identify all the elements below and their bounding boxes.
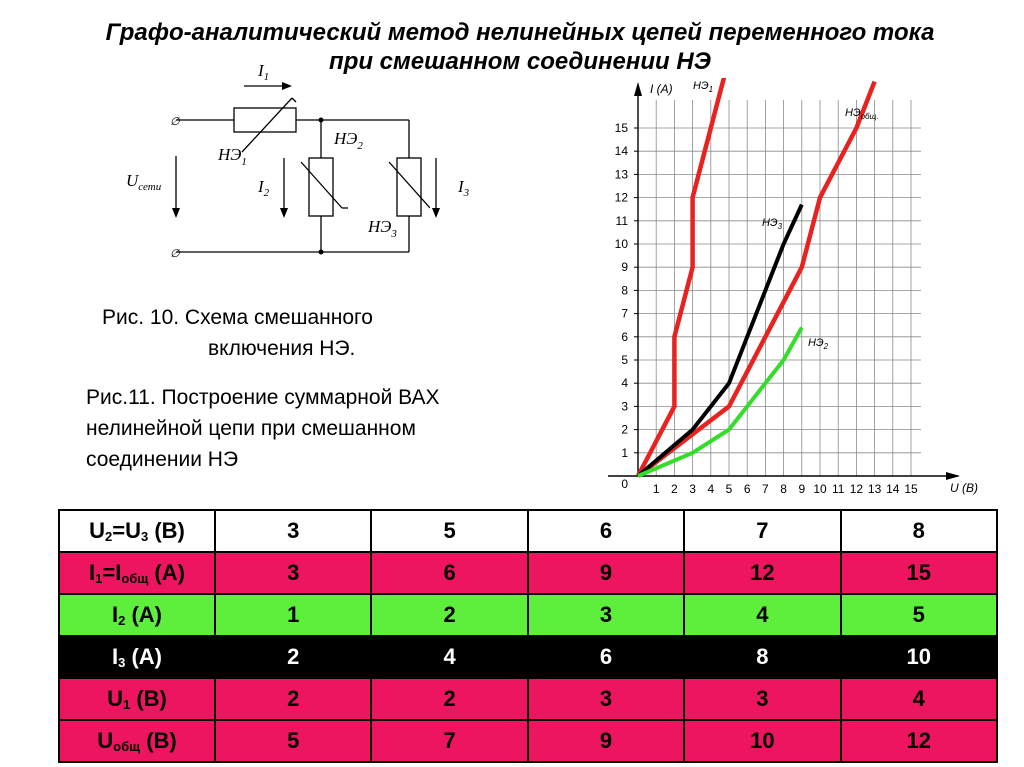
row-header-part: (B) [148, 518, 185, 543]
row-header-part: U [107, 686, 123, 711]
svg-text:Uсети [126, 171, 162, 193]
x-tick-label: 2 [671, 482, 678, 496]
table-cell: 4 [684, 594, 840, 636]
table-cell: 2 [215, 678, 371, 720]
label-ne2-sub: 2 [357, 140, 363, 152]
table-row [59, 510, 997, 552]
figure-10-caption [102, 302, 462, 364]
label-i3-sub: 3 [463, 187, 470, 199]
y-tick-label: 2 [621, 422, 628, 437]
table-cell: 3 [528, 678, 684, 720]
series-label-2: $НЭ_{общ.}$ [845, 107, 879, 121]
row-header-part: (B) [140, 728, 177, 753]
row-header [59, 594, 215, 636]
label-i1-sub: 1 [263, 71, 270, 83]
table-row [59, 636, 997, 678]
row-header-part: общ [121, 571, 149, 586]
y-tick-label: 1 [621, 445, 628, 460]
table-cell: 2 [371, 678, 527, 720]
row-header-part: 3 [140, 529, 149, 544]
table-cell: 12 [684, 552, 840, 594]
x-tick-label: 14 [886, 482, 900, 496]
x-axis-label: U (B) [950, 481, 978, 495]
svg-text:I1 [257, 61, 269, 83]
table-cell: 8 [841, 510, 997, 552]
x-tick-label: 5 [725, 482, 733, 496]
table-row [59, 594, 997, 636]
y-axis-label: I (A) [650, 82, 673, 96]
table-cell: 8 [684, 636, 840, 678]
x-tick-label: 9 [798, 482, 806, 496]
label-i2-sub: 2 [263, 187, 270, 199]
row-header [59, 552, 215, 594]
row-header [59, 636, 215, 678]
table-cell: 5 [841, 594, 997, 636]
x-tick-label: 15 [904, 482, 918, 496]
row-header-part: 2 [118, 613, 126, 628]
vac-chart [598, 78, 1018, 508]
row-header-part: (A) [148, 560, 185, 585]
table-cell: 4 [841, 678, 997, 720]
label-u-network: U [126, 171, 139, 190]
y-tick-label: 15 [614, 121, 628, 135]
y-tick-label: 7 [621, 306, 628, 321]
y-axis-arrow [634, 82, 642, 96]
x-tick-label: 13 [867, 482, 882, 496]
table-cell: 5 [371, 510, 527, 552]
svg-text:НЭ2 [333, 129, 363, 152]
y-tick-label: 4 [621, 376, 628, 391]
y-tick-label: 8 [621, 283, 628, 298]
y-tick-label: 14 [614, 144, 628, 159]
label-ne1: НЭ [218, 145, 242, 164]
row-header-part: I [89, 560, 96, 585]
row-header-part: общ [113, 739, 141, 754]
x-tick-label: 12 [849, 482, 864, 496]
table-cell: 7 [371, 720, 527, 762]
series-label-1: $НЭ_1$ [693, 80, 714, 94]
row-header [59, 510, 215, 552]
series-label-3: $НЭ_3$ [762, 217, 783, 231]
row-header-part: 2 [105, 529, 113, 544]
table-cell: 2 [371, 594, 527, 636]
row-header-part: I [111, 602, 119, 627]
x-tick-label: 8 [780, 482, 787, 496]
y-tick-label: 5 [621, 353, 628, 367]
x-tick-label: 3 [689, 482, 696, 496]
row-header-part: I [111, 644, 119, 669]
fig10-line-1: Рис. 10. Схема смешанного [102, 306, 373, 329]
circuit-schematic [110, 58, 430, 268]
row-header-part: =I [102, 560, 122, 585]
table-cell: 6 [371, 552, 527, 594]
table-cell: 10 [684, 720, 840, 762]
label-ne3: НЭ [368, 217, 392, 236]
table-cell: 2 [215, 636, 371, 678]
x-axis-arrow [946, 472, 960, 480]
series-line-2 [638, 82, 875, 476]
figure-11-caption [86, 382, 546, 475]
table-cell: 3 [684, 678, 840, 720]
svg-text:I2 [257, 177, 270, 199]
svg-text:∅: ∅ [170, 248, 180, 260]
y-tick-label: 11 [615, 213, 628, 228]
values-table [58, 509, 998, 763]
table-cell: 6 [528, 510, 684, 552]
table-row [59, 552, 997, 594]
row-header-part: 3 [118, 655, 126, 670]
y-tick-label: 10 [614, 237, 628, 251]
table-cell: 5 [215, 720, 371, 762]
svg-text:НЭ1 [217, 145, 247, 168]
table-cell: 3 [528, 594, 684, 636]
fig11-line-1: Рис.11. Построение суммарной ВАХ [86, 386, 440, 409]
svg-text:НЭ3 [367, 217, 397, 240]
table-row [59, 720, 997, 762]
x-tick-label: 11 [831, 482, 845, 496]
x-tick-label: 6 [743, 482, 751, 496]
y-tick-label: 12 [614, 190, 628, 205]
label-i1: I [258, 61, 264, 80]
current-i3-indicator [430, 150, 490, 230]
y-tick-label: 9 [621, 260, 628, 275]
svg-text:∅: ∅ [170, 116, 180, 128]
row-header-part: U [89, 518, 105, 543]
x-tick-label: 1 [652, 482, 660, 496]
table-cell: 7 [684, 510, 840, 552]
label-u-network-sub: сети [138, 181, 162, 193]
table-row [59, 678, 997, 720]
table-cell: 9 [528, 552, 684, 594]
table-cell: 10 [841, 636, 997, 678]
title-line-1: Графо-аналитический метод нелинейных цепей переменного тока [105, 19, 935, 46]
fig11-line-2: нелинейной цепи при смешанном [86, 417, 416, 440]
row-header-part: U [97, 728, 114, 753]
table-cell: 9 [528, 720, 684, 762]
fig10-line-2: включения НЭ. [208, 337, 356, 360]
row-header-part: (A) [125, 602, 162, 627]
x-tick-label: 4 [707, 482, 715, 496]
fig11-line-3: соединении НЭ [86, 448, 239, 471]
row-header [59, 720, 215, 762]
label-i3: I [458, 177, 464, 196]
origin-label: 0 [621, 477, 628, 491]
row-header-part: (A) [125, 644, 162, 669]
x-tick-label: 7 [762, 482, 769, 496]
label-ne2: НЭ [334, 129, 358, 148]
table-cell: 15 [841, 552, 997, 594]
label-ne1-sub: 1 [241, 156, 247, 168]
y-tick-label: 13 [614, 167, 628, 182]
row-header-part: 1 [95, 571, 103, 586]
svg-text:I3 [457, 177, 470, 199]
table-cell: 4 [371, 636, 527, 678]
title-line-2: при смешанном соединении НЭ [329, 48, 711, 75]
table-cell: 3 [215, 510, 371, 552]
y-tick-label: 6 [621, 329, 628, 344]
row-header-part: (B) [130, 686, 167, 711]
row-header-part: =U [112, 518, 141, 543]
label-ne3-sub: 3 [391, 228, 397, 240]
table-cell: 12 [841, 720, 997, 762]
row-header-part: 1 [123, 697, 131, 712]
table-cell: 3 [215, 552, 371, 594]
label-i2: I [258, 177, 264, 196]
table-cell: 6 [528, 636, 684, 678]
series-label-4: $НЭ_2$ [808, 337, 829, 351]
table-cell: 1 [215, 594, 371, 636]
y-tick-label: 3 [621, 399, 628, 414]
x-tick-label: 10 [813, 482, 827, 496]
row-header [59, 678, 215, 720]
